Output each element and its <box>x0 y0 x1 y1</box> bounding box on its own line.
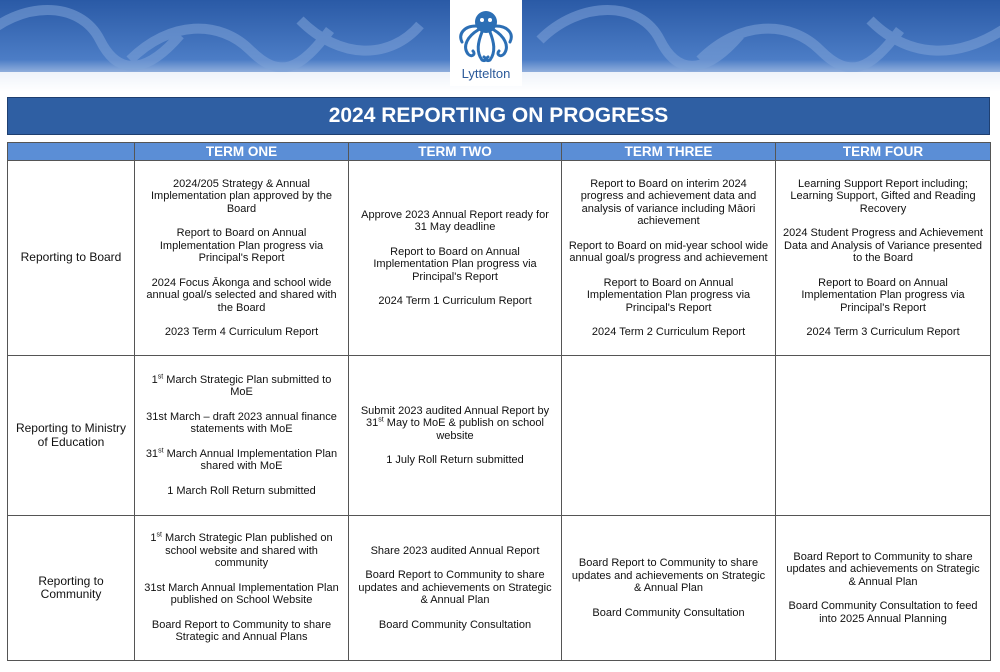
cell-item: Board Community Consultation <box>378 618 532 631</box>
corner-cell <box>8 143 135 161</box>
cell-item: Board Community Consultation <box>592 606 745 619</box>
cell-item: 1 July Roll Return submitted <box>386 454 524 466</box>
octopus-icon <box>456 2 516 66</box>
cell-item: 2024 Term 2 Curriculum Report <box>591 326 746 338</box>
cell-item: 1st March Strategic Plan published on school website and shared with community <box>150 531 333 570</box>
table-cell <box>349 356 562 516</box>
table-cell <box>349 161 562 356</box>
cell-item: Report to Board on Annual Implementation Plan progress via Principal's Report <box>373 245 537 283</box>
cell-item: Board Report to Community to share updates and achievements on Strategic & Annual Plan <box>571 557 766 594</box>
cell-item: 2024 Term 3 Curriculum Report <box>806 326 960 338</box>
table-cell <box>776 161 991 356</box>
cell-item: Board Report to Community to share updates and achievements on Strategic & Annual Plan <box>786 550 980 588</box>
cell-item: 1st March Strategic Plan submitted to MoE <box>151 373 332 399</box>
school-logo <box>450 0 522 86</box>
cell-item: 2024 Term 1 Curriculum Report <box>378 295 532 307</box>
cell-item: Board Report to Community to share updates and achievements on Strategic & Annual Plan <box>358 569 552 607</box>
table-cell-empty <box>776 356 991 516</box>
cell-item: Report to Board on Annual Implementation Plan progress via Principal's Report <box>159 227 324 264</box>
column-header: TERM THREE <box>562 143 776 161</box>
cell-item: Report to Board on Annual Implementation Plan progress via Principal's Report <box>801 276 965 314</box>
cell-item: Report to Board on Annual Implementation Plan progress via Principal's Report <box>586 276 751 314</box>
table-cell <box>349 516 562 661</box>
cell-item: 2024 Focus Ākonga and school wide annual goal/s selected and shared with the Board <box>146 276 337 314</box>
cell-item: 2024 Student Progress and Achievement Data and Analysis of Variance presented to the Board <box>783 227 983 264</box>
page-title: 2024 REPORTING ON PROGRESS <box>7 97 990 135</box>
table-cell-empty <box>562 356 776 516</box>
column-header: TERM FOUR <box>776 143 991 161</box>
table-cell <box>135 356 349 516</box>
column-header: TERM TWO <box>349 143 562 161</box>
row-label: Reporting to Ministry of Education <box>8 356 135 516</box>
reporting-table <box>7 142 991 661</box>
table-row <box>8 161 991 356</box>
table-header-row <box>8 143 991 161</box>
table-cell <box>562 161 776 356</box>
table-cell <box>776 516 991 661</box>
cell-item: Learning Support Report including; Learning Support, Gifted and Reading Recovery <box>790 177 976 215</box>
cell-item: 31st March Annual Implementation Plan shared with MoE <box>145 447 338 473</box>
row-label: Reporting to Board <box>8 161 135 356</box>
logo-text: Lyttelton <box>461 66 511 81</box>
cell-item: 2023 Term 4 Curriculum Report <box>164 326 319 338</box>
table-cell <box>135 516 349 661</box>
cell-item: 1 March Roll Return submitted <box>167 484 316 497</box>
cell-item: Board Report to Community to share Strategic and Annual Plans <box>151 618 332 644</box>
cell-item: 31st March Annual Implementation Plan published on School Website <box>144 581 339 607</box>
cell-item: 31st March – draft 2023 annual finance statements with MoE <box>146 410 337 436</box>
cell-item: Share 2023 audited Annual Report <box>370 544 540 557</box>
row-label: Reporting to Community <box>8 516 135 661</box>
table-cell <box>135 161 349 356</box>
cell-item: Submit 2023 audited Annual Report by 31st May to MoE & publish on school website <box>360 404 550 442</box>
cell-item: Board Community Consultation to feed into 2025 Annual Planning <box>788 600 978 625</box>
cell-item: 2024/205 Strategy & Annual Implementation plan approved by the Board <box>150 177 332 215</box>
cell-item: Report to Board on mid-year school wide annual goal/s progress and achievement <box>568 239 769 264</box>
column-header: TERM ONE <box>135 143 349 161</box>
cell-item: Approve 2023 Annual Report ready for 31 May deadline <box>361 208 549 233</box>
table-row <box>8 356 991 516</box>
cell-item: Report to Board on interim 2024 progress and achievement data and analysis of variance including Māori achievement <box>580 177 757 227</box>
table-cell <box>562 516 776 661</box>
header-banner <box>0 0 1000 92</box>
table-row <box>8 516 991 661</box>
